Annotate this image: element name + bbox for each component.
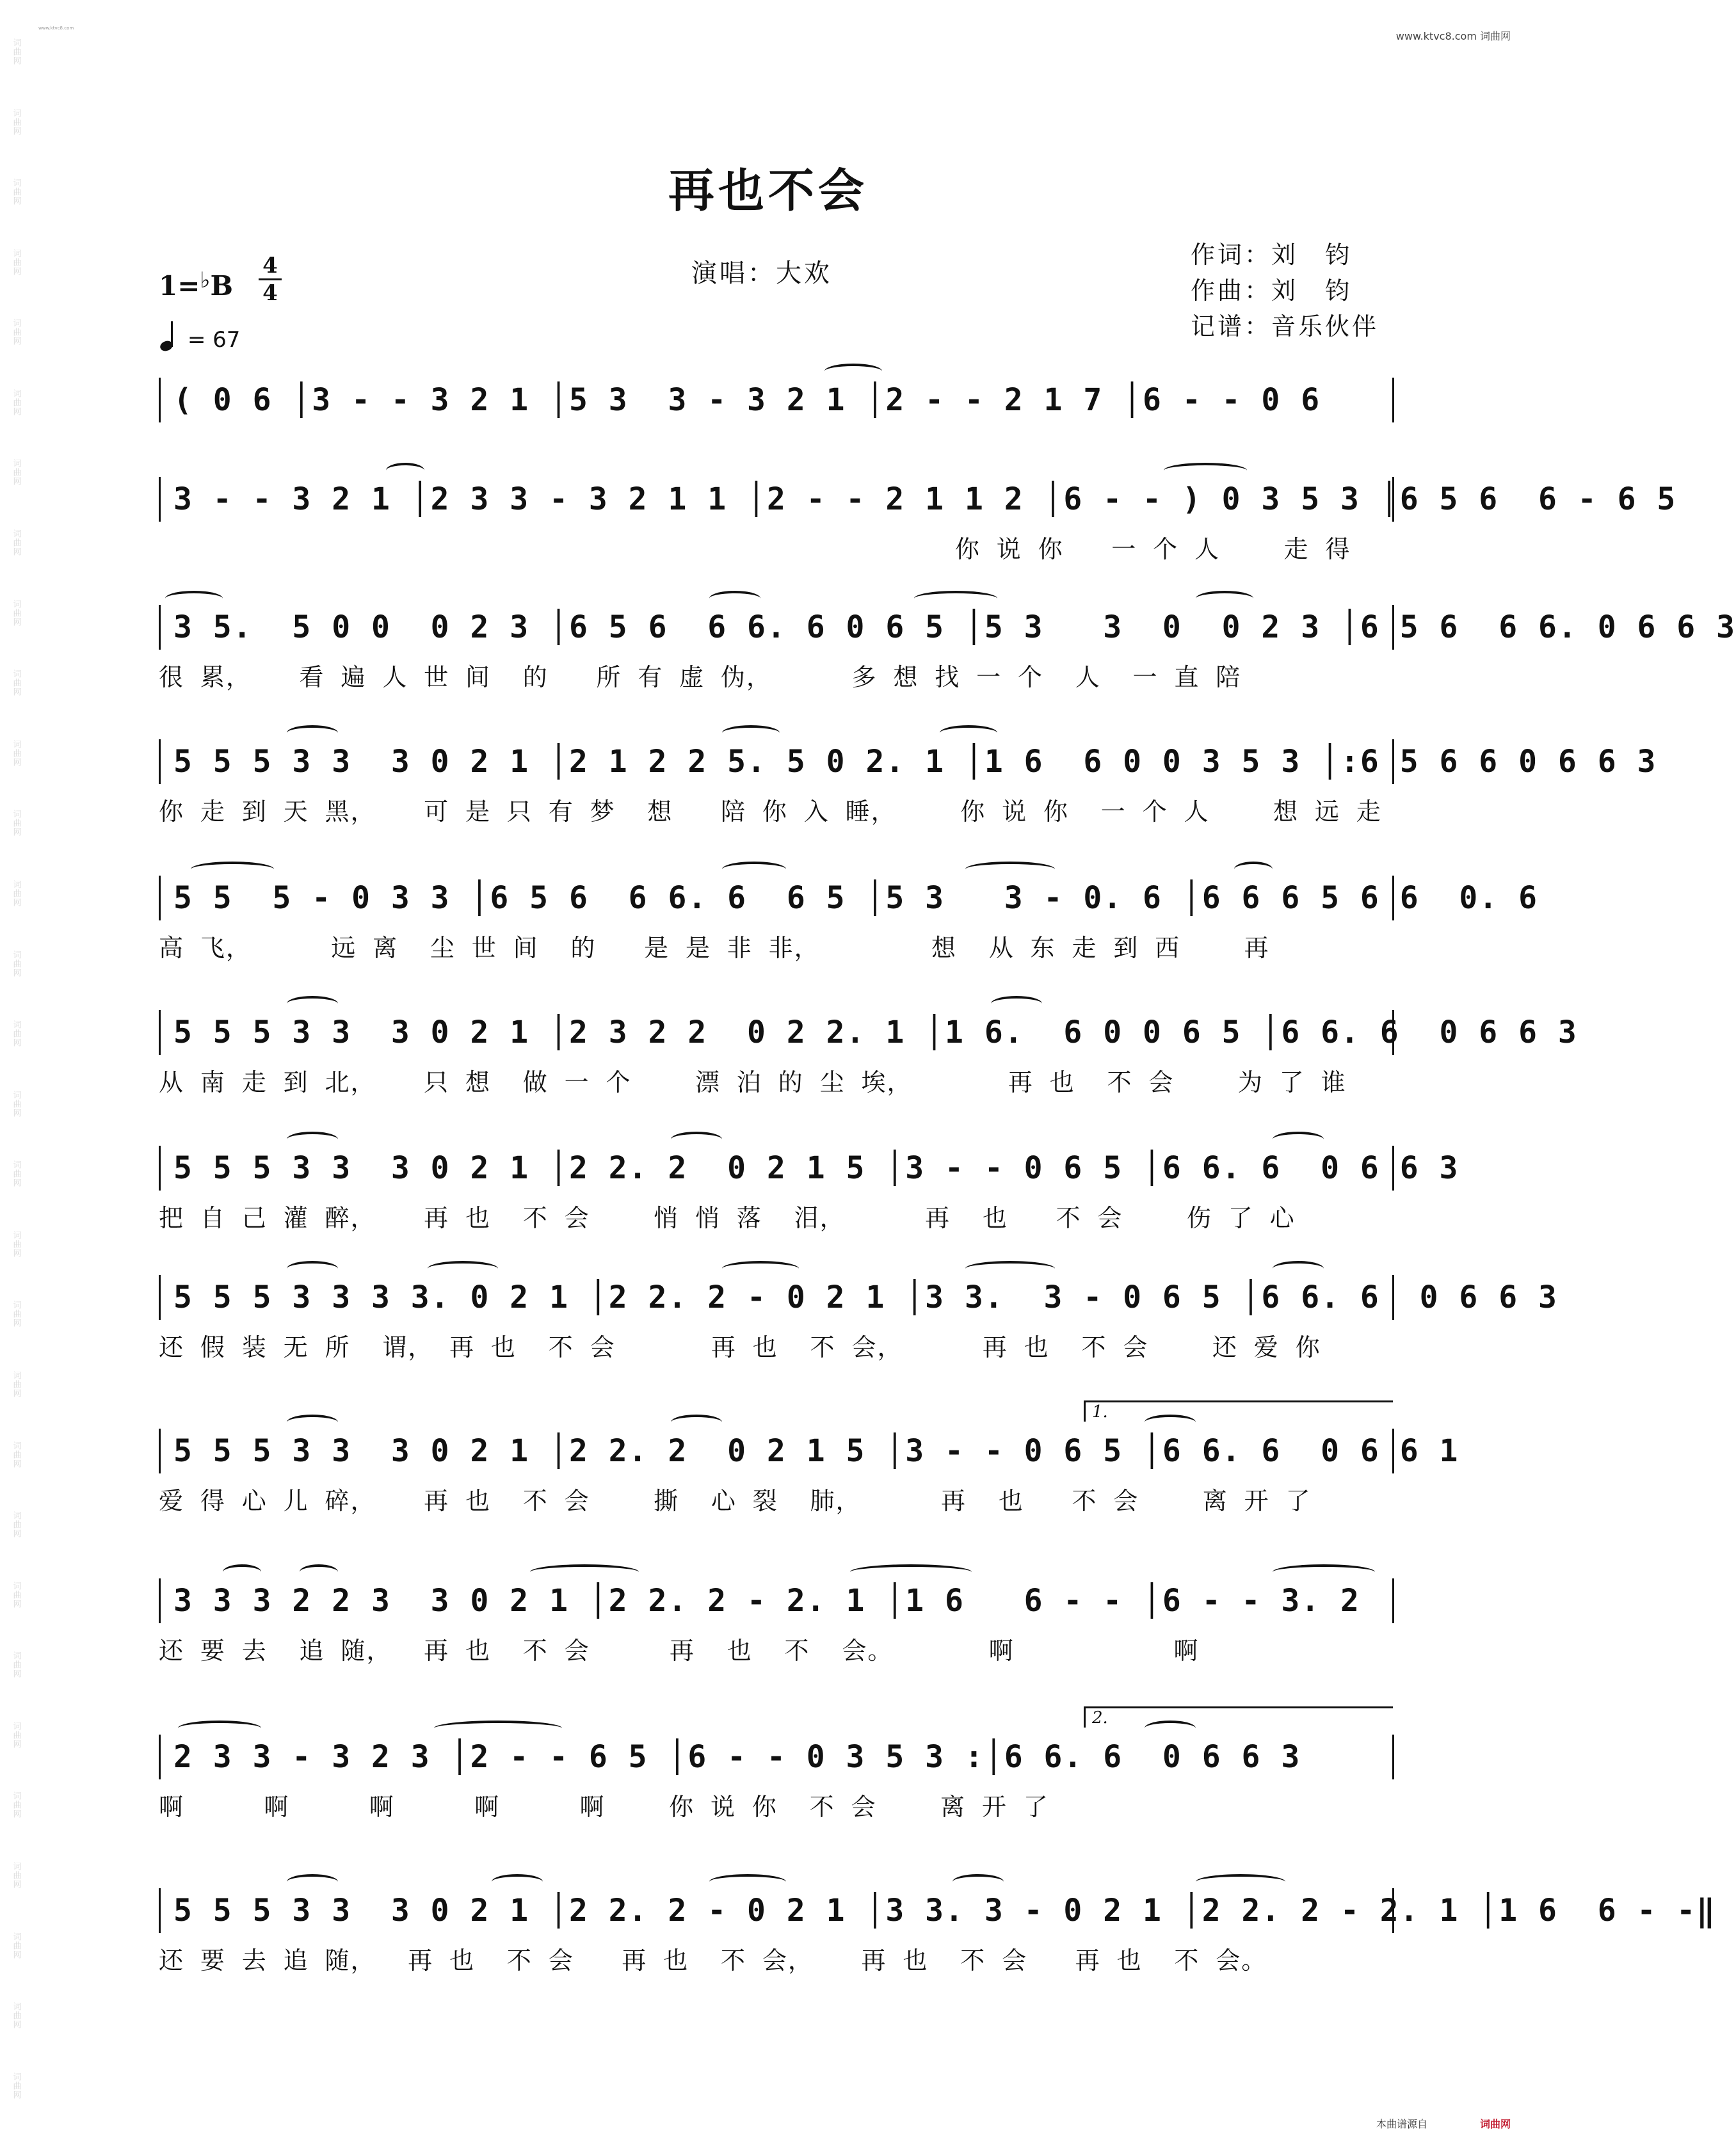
notation-line: 5 5 5 3 3 3 0 2 1 │2 3 2 2 0 2 2. 1 │1 6. 6 0 0 6 5 │6 6. 6 0 6 6 3 <box>159 1010 1394 1055</box>
slur-mark <box>300 1564 338 1580</box>
watermark-text: 词曲网 <box>11 810 21 837</box>
key-note: B <box>210 270 233 301</box>
watermark-text: 词曲网 <box>11 2072 21 2099</box>
notation-line: 3 5. 5 0 0 0 2 3 │6 5 6 6 6. 6 0 6 5 │5 3 3 0 0 2 3 │6 5 6 6 6. 0 6 6 3 <box>159 605 1394 650</box>
lyrics-line: 很 累， 看 遍 人 世 间 的 所 有 虚 伪， 多 想 找 一 个 人 一 直 陪 <box>159 663 1242 691</box>
notation-line: 5 5 5 3 3 3 0 2 1 │2 2. 2 - 0 2 1 │3 3. 3 - 0 2 1 │2 2. 2 - 2. 1 │1 6 6 - -‖ <box>159 1888 1394 1933</box>
watermark-text: 词曲网 <box>11 319 21 346</box>
watermark-text: 词曲网 <box>11 1792 21 1819</box>
watermark-text: 词曲网 <box>11 1090 21 1118</box>
watermark-text: 词曲网 <box>11 459 21 486</box>
slur-mark <box>1273 1261 1324 1276</box>
notation-line: 5 5 5 - 0 3 3 │6 5 6 6 6. 6 6 5 │5 3 3 - 0. 6 │6 6 6 5 6 6 0. 6 <box>159 876 1394 920</box>
watermark-text: 词曲网 <box>11 389 21 416</box>
slur-mark <box>965 862 1055 877</box>
lyrics-line: 把 自 己 灌 醉， 再 也 不 会 悄 悄 落 泪， 再 也 不 会 伤 了 心 <box>159 1204 1296 1232</box>
watermark-text: 词曲网 <box>11 1581 21 1608</box>
transcriber-credit: 记谱：音乐伙伴 <box>1191 312 1379 341</box>
composer-credit: 作曲：刘 钧 <box>1191 277 1353 305</box>
watermark-text: 词曲网 <box>11 1160 21 1188</box>
notation-line: 5 5 5 3 3 3 0 2 1 │2 2. 2 0 2 1 5 │3 - - 0 6 5 │6 6. 6 0 6 6 1 <box>159 1429 1394 1473</box>
slur-mark <box>722 1261 799 1276</box>
watermark-text: 词曲网 <box>11 1301 21 1328</box>
slur-mark <box>952 1874 1004 1889</box>
watermark-text: 词曲网 <box>11 950 21 977</box>
meter-top: 4 <box>259 253 282 280</box>
notation-line: 3 - - 3 2 1 │2 3 3 - 3 2 1 1 │2 - - 2 1 1 2 │6 - - ) 0 3 5 3 │6 5 6 6 - 6 5 <box>159 477 1394 522</box>
slur-mark <box>1196 1874 1285 1889</box>
watermark-text: 词曲网 <box>11 248 21 276</box>
source-note: 本曲谱源自 <box>1376 2118 1427 2130</box>
watermark-text: 词曲网 <box>11 599 21 627</box>
slur-mark <box>940 725 997 741</box>
slur-mark <box>1145 1721 1196 1736</box>
slur-mark <box>1196 591 1253 606</box>
site-footer-link[interactable]: 词曲网 <box>1479 2118 1511 2130</box>
lyrics-line: 还 要 去 追 随， 再 也 不 会 再 也 不 会， 再 也 不 会 再 也 不 会。 <box>159 1946 1267 1975</box>
slur-mark <box>709 1874 786 1889</box>
second-ending-bracket <box>1084 1706 1393 1728</box>
watermark-text: 词曲网 <box>11 1370 21 1398</box>
slur-mark <box>1273 1132 1324 1147</box>
singer-credit: 演唱：大欢 <box>691 259 832 288</box>
slur-mark <box>671 1415 722 1430</box>
watermark-text: 词曲网 <box>11 108 21 136</box>
watermark-text: 词曲网 <box>11 1020 21 1048</box>
slur-mark <box>1145 1415 1196 1430</box>
slur-mark <box>428 1261 498 1276</box>
watermark-text: 词曲网 <box>11 1441 21 1468</box>
lyrics-line: 从 南 走 到 北， 只 想 做 一 个 漂 泊 的 尘 埃， 再 也 不 会 为 了 谁 <box>159 1068 1347 1096</box>
lyrics-line: 还 要 去 追 随， 再 也 不 会 再 也 不 会。 啊 啊 <box>159 1637 1200 1665</box>
slur-mark <box>850 1564 972 1580</box>
volta-label: 1. <box>1092 1402 1108 1422</box>
slur-mark <box>492 1874 543 1889</box>
lyrics-line: 还 假 装 无 所 谓， 再 也 不 会 再 也 不 会， 再 也 不 会 还 爱 你 <box>159 1333 1321 1361</box>
slur-mark <box>991 996 1042 1011</box>
tiny-url: www.ktvc8.com <box>38 26 74 31</box>
slur-mark <box>287 996 338 1011</box>
lyricist-credit: 作词：刘 钧 <box>1191 241 1353 269</box>
notation-line: ( 0 6 │3 - - 3 2 1 │5 3 3 - 3 2 1 │2 - - 2 1 7 │6 - - 0 6 <box>159 378 1394 422</box>
slur-mark <box>223 1564 261 1580</box>
watermark-text: 词曲网 <box>11 1862 21 1889</box>
slur-mark <box>709 591 760 606</box>
slur-mark <box>178 1721 261 1736</box>
slur-mark <box>722 862 786 877</box>
slur-mark <box>530 1564 639 1580</box>
watermark-text: 词曲网 <box>11 179 21 206</box>
credits-block <box>1191 237 1379 344</box>
watermark-text: 词曲网 <box>11 529 21 557</box>
tempo-marking <box>159 320 240 353</box>
watermark-text: 词曲网 <box>11 739 21 767</box>
watermark-text: 词曲网 <box>11 670 21 697</box>
lyrics-line: 你 说 你 一 个 人 走 得 <box>159 535 1351 563</box>
lyrics-line: 你 走 到 天 黑， 可 是 只 有 梦 想 陪 你 入 睡， 你 说 你 一 个 人 想 远 走 <box>159 798 1382 826</box>
watermark-text: 词曲网 <box>11 1511 21 1539</box>
watermark-text: 词曲网 <box>11 38 21 65</box>
watermark-text: 词曲网 <box>11 1230 21 1258</box>
watermark-text: 词曲网 <box>11 879 21 907</box>
watermark-text: 词曲网 <box>11 1721 21 1749</box>
time-signature <box>259 253 282 306</box>
notation-line: 2 3 3 - 3 2 3 │2 - - 6 5 │6 - - 0 3 5 3 :│6 6. 6 0 6 6 3 <box>159 1735 1394 1779</box>
notation-line: 5 5 5 3 3 3 0 2 1 │2 2. 2 0 2 1 5 │3 - - 0 6 5 │6 6. 6 0 6 6 3 <box>159 1146 1394 1191</box>
flat-sign: ♭ <box>200 268 211 293</box>
slur-mark <box>287 725 338 741</box>
slur-mark <box>1164 463 1247 478</box>
slur-mark <box>287 1415 338 1430</box>
slur-mark <box>914 591 997 606</box>
slur-mark <box>824 364 882 379</box>
tempo-value: = 67 <box>187 327 241 353</box>
left-watermark-strip <box>6 38 26 2099</box>
slur-mark <box>287 1132 338 1147</box>
meter-bottom: 4 <box>262 280 278 306</box>
key-prefix: 1= <box>159 270 200 301</box>
slur-mark <box>722 725 780 741</box>
lyrics-line: 啊 啊 啊 啊 啊 你 说 你 不 会 离 开 了 <box>159 1793 1049 1821</box>
quarter-note-icon <box>159 320 181 352</box>
notation-line: 5 5 5 3 3 3 0 2 1 │2 1 2 2 5. 5 0 2. 1 │1 6 6 0 0 3 5 3 │:6 5 6 6 0 6 6 3 <box>159 739 1394 784</box>
slur-mark <box>287 1261 338 1276</box>
first-ending-bracket <box>1084 1400 1393 1422</box>
slur-mark <box>434 1721 562 1736</box>
watermark-text: 词曲网 <box>11 1932 21 1959</box>
watermark-text: 词曲网 <box>11 2002 21 2030</box>
site-logo[interactable]: www.ktvc8.com 词曲网 <box>1395 30 1511 42</box>
notation-line: 5 5 5 3 3 3 3. 0 2 1 │2 2. 2 - 0 2 1 │3 3. 3 - 0 6 5 │6 6. 6 0 6 6 3 <box>159 1275 1394 1320</box>
watermark-text: 词曲网 <box>11 1651 21 1679</box>
lyrics-line: 爱 得 心 儿 碎， 再 也 不 会 撕 心 裂 肺， 再 也 不 会 离 开 了 <box>159 1487 1312 1515</box>
slur-mark <box>191 862 274 877</box>
song-title: 再也不会 <box>668 164 868 218</box>
slur-mark <box>287 1874 338 1889</box>
volta-label: 2. <box>1092 1708 1108 1728</box>
slur-mark <box>671 1132 722 1147</box>
key-signature <box>159 268 233 301</box>
lyrics-line: 高 飞， 远 离 尘 世 间 的 是 是 非 非， 想 从 东 走 到 西 再 <box>159 934 1270 962</box>
slur-mark <box>965 1261 1055 1276</box>
notation-line: 3 3 3 2 2 3 3 0 2 1 │2 2. 2 - 2. 1 │1 6 6 - - │6 - - 3. 2 <box>159 1578 1394 1623</box>
slur-mark <box>1234 862 1273 877</box>
slur-mark <box>386 463 424 478</box>
slur-mark <box>1273 1564 1375 1580</box>
slur-mark <box>165 591 223 606</box>
